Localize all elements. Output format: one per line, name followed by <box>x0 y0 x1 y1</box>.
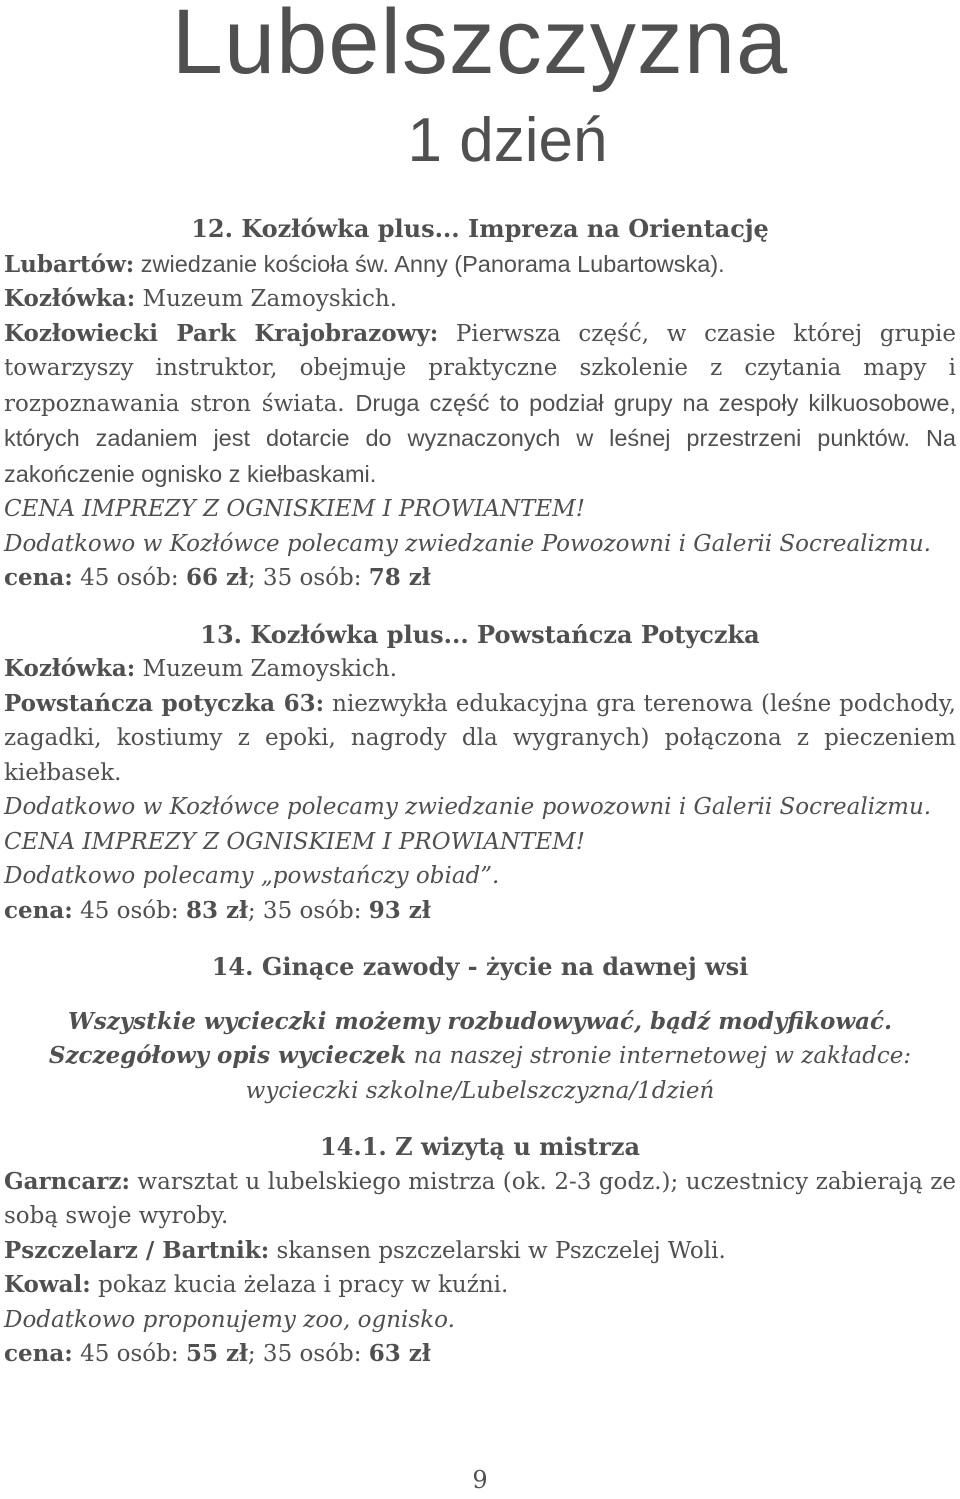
price-text: 45 osób: <box>72 565 186 591</box>
s13-italic-price-note: CENA IMPREZY Z OGNISKIEM I PROWIANTEM! <box>4 828 585 855</box>
s12-line-lubartow <box>4 247 956 283</box>
text: Druga część to podział grupy na zespoły kilkuosobowe, których zadaniem jest dotarcie do wyznaczonych w leśnej przestrzeni punktów. Na zakończenie ognisko z kiełbaskami. <box>4 389 956 487</box>
s12-italic-price-note: CENA IMPREZY Z OGNISKIEM I PROWIANTEM! <box>4 496 585 522</box>
note-text: na naszej stronie internetowej w zakładce: <box>406 1043 912 1069</box>
s13-potyczka-paragraph <box>4 687 956 791</box>
content <box>4 212 956 1372</box>
price-text: 45 osób: <box>72 897 186 924</box>
text: zwiedzanie kościoła św. Anny (Panorama Lubartowska). <box>134 250 725 277</box>
label: Kozłówka: <box>4 285 136 312</box>
s12-park-paragraph <box>4 317 956 493</box>
price-value: 63 zł <box>368 1340 431 1367</box>
label: Pszczelarz / Bartnik: <box>4 1236 270 1264</box>
note-line-3: wycieczki szkolne/Lubelszczyzna/1dzień <box>245 1077 715 1104</box>
text: niezwykła edukacyjna gra terenowa (leśne podchody, zagadki, kostiumy z epoki, nagrody dla wygranych) połączona z pieczeniem kiełbasek. <box>4 690 956 786</box>
section-14-1 <box>4 1130 956 1372</box>
price-value: 83 zł <box>185 896 248 924</box>
modification-note <box>4 1005 956 1109</box>
s13-italic-dinner-note: Dodatkowo polecamy „powstańczy obiad”. <box>4 863 500 889</box>
label: Powstańcza potyczka 63: <box>4 689 325 717</box>
price-value: 93 zł <box>368 896 431 924</box>
page-subtitle: 1 dzień <box>407 106 608 175</box>
section-14 <box>4 950 956 985</box>
price-label: cena: <box>4 896 73 924</box>
section-12-heading: 12. Kozłówka plus... Impreza na Orientację <box>191 214 769 243</box>
section-13-heading: 13. Kozłówka plus... Powstańcza Potyczka <box>200 619 760 649</box>
price-label: cena: <box>4 1340 73 1367</box>
s13-italic-extra-note: Dodatkowo w Kozłówce polecamy zwiedzanie powozowni i Galerii Socrealizmu. <box>4 794 932 820</box>
note-line-2 <box>4 1039 956 1074</box>
text: Pierwsza część, w czasie której grupie towarzyszy instruktor, obejmuje praktyczne szkolenie z czytania mapy i rozpoznawania stron świata. <box>4 320 957 417</box>
label: Lubartów: <box>4 250 135 278</box>
text: skansen pszczelarski w Pszczelej Woli. <box>269 1237 726 1264</box>
price-label: cena: <box>4 564 73 591</box>
section-14-heading: 14. Ginące zawody - życie na dawnej wsi <box>211 952 749 981</box>
page-title: Lubelszczyzna <box>171 0 789 93</box>
label: Garncarz: <box>4 1167 130 1195</box>
price-text: ; 35 osób: <box>247 897 369 924</box>
price-text: 45 osób: <box>72 1341 186 1367</box>
note-line-1: Wszystkie wycieczki możemy rozbudowywać, bądź modyfikować. <box>67 1007 893 1035</box>
text: Muzeum Zamoyskich. <box>135 656 398 682</box>
price-text: ; 35 osób: <box>247 1341 369 1367</box>
s13-line-kozlowka <box>4 652 956 687</box>
text: warsztat u lubelskiego mistrza (ok. 2-3 godz.); uczestnicy zabierają ze sobą swoje wyroby. <box>4 1168 956 1229</box>
price-value: 55 zł <box>185 1340 248 1367</box>
s12-line-kozlowka <box>4 282 956 317</box>
text: pokaz kucia żelaza i pracy w kuźni. <box>90 1272 509 1298</box>
label: Kowal: <box>4 1271 91 1298</box>
s12-price <box>4 561 956 596</box>
label: Kozłowiecki Park Krajobrazowy: <box>4 319 439 347</box>
price-value: 66 zł <box>185 564 248 591</box>
s141-pszczelarz <box>4 1234 956 1269</box>
s141-italic-note: Dodatkowo proponujemy zoo, ognisko. <box>4 1306 455 1333</box>
label: Kozłówka: <box>4 655 136 682</box>
section-14-1-heading: 14.1. Z wizytą u mistrza <box>319 1132 641 1161</box>
section-13 <box>4 618 956 929</box>
s141-garncarz <box>4 1165 956 1234</box>
s13-price <box>4 894 956 929</box>
s12-italic-extra-note: Dodatkowo w Kozłówce polecamy zwiedzanie Powozowni i Galerii Socrealizmu. <box>4 530 931 557</box>
text: Muzeum Zamoyskich. <box>135 286 398 312</box>
price-value: 78 zł <box>368 564 431 591</box>
s141-kowal <box>4 1268 956 1303</box>
section-12 <box>4 212 956 596</box>
price-text: ; 35 osób: <box>247 565 369 591</box>
s141-price <box>4 1337 956 1372</box>
note-bold: Szczegółowy opis wycieczek <box>48 1042 407 1069</box>
page-number: 9 <box>472 1466 488 1494</box>
